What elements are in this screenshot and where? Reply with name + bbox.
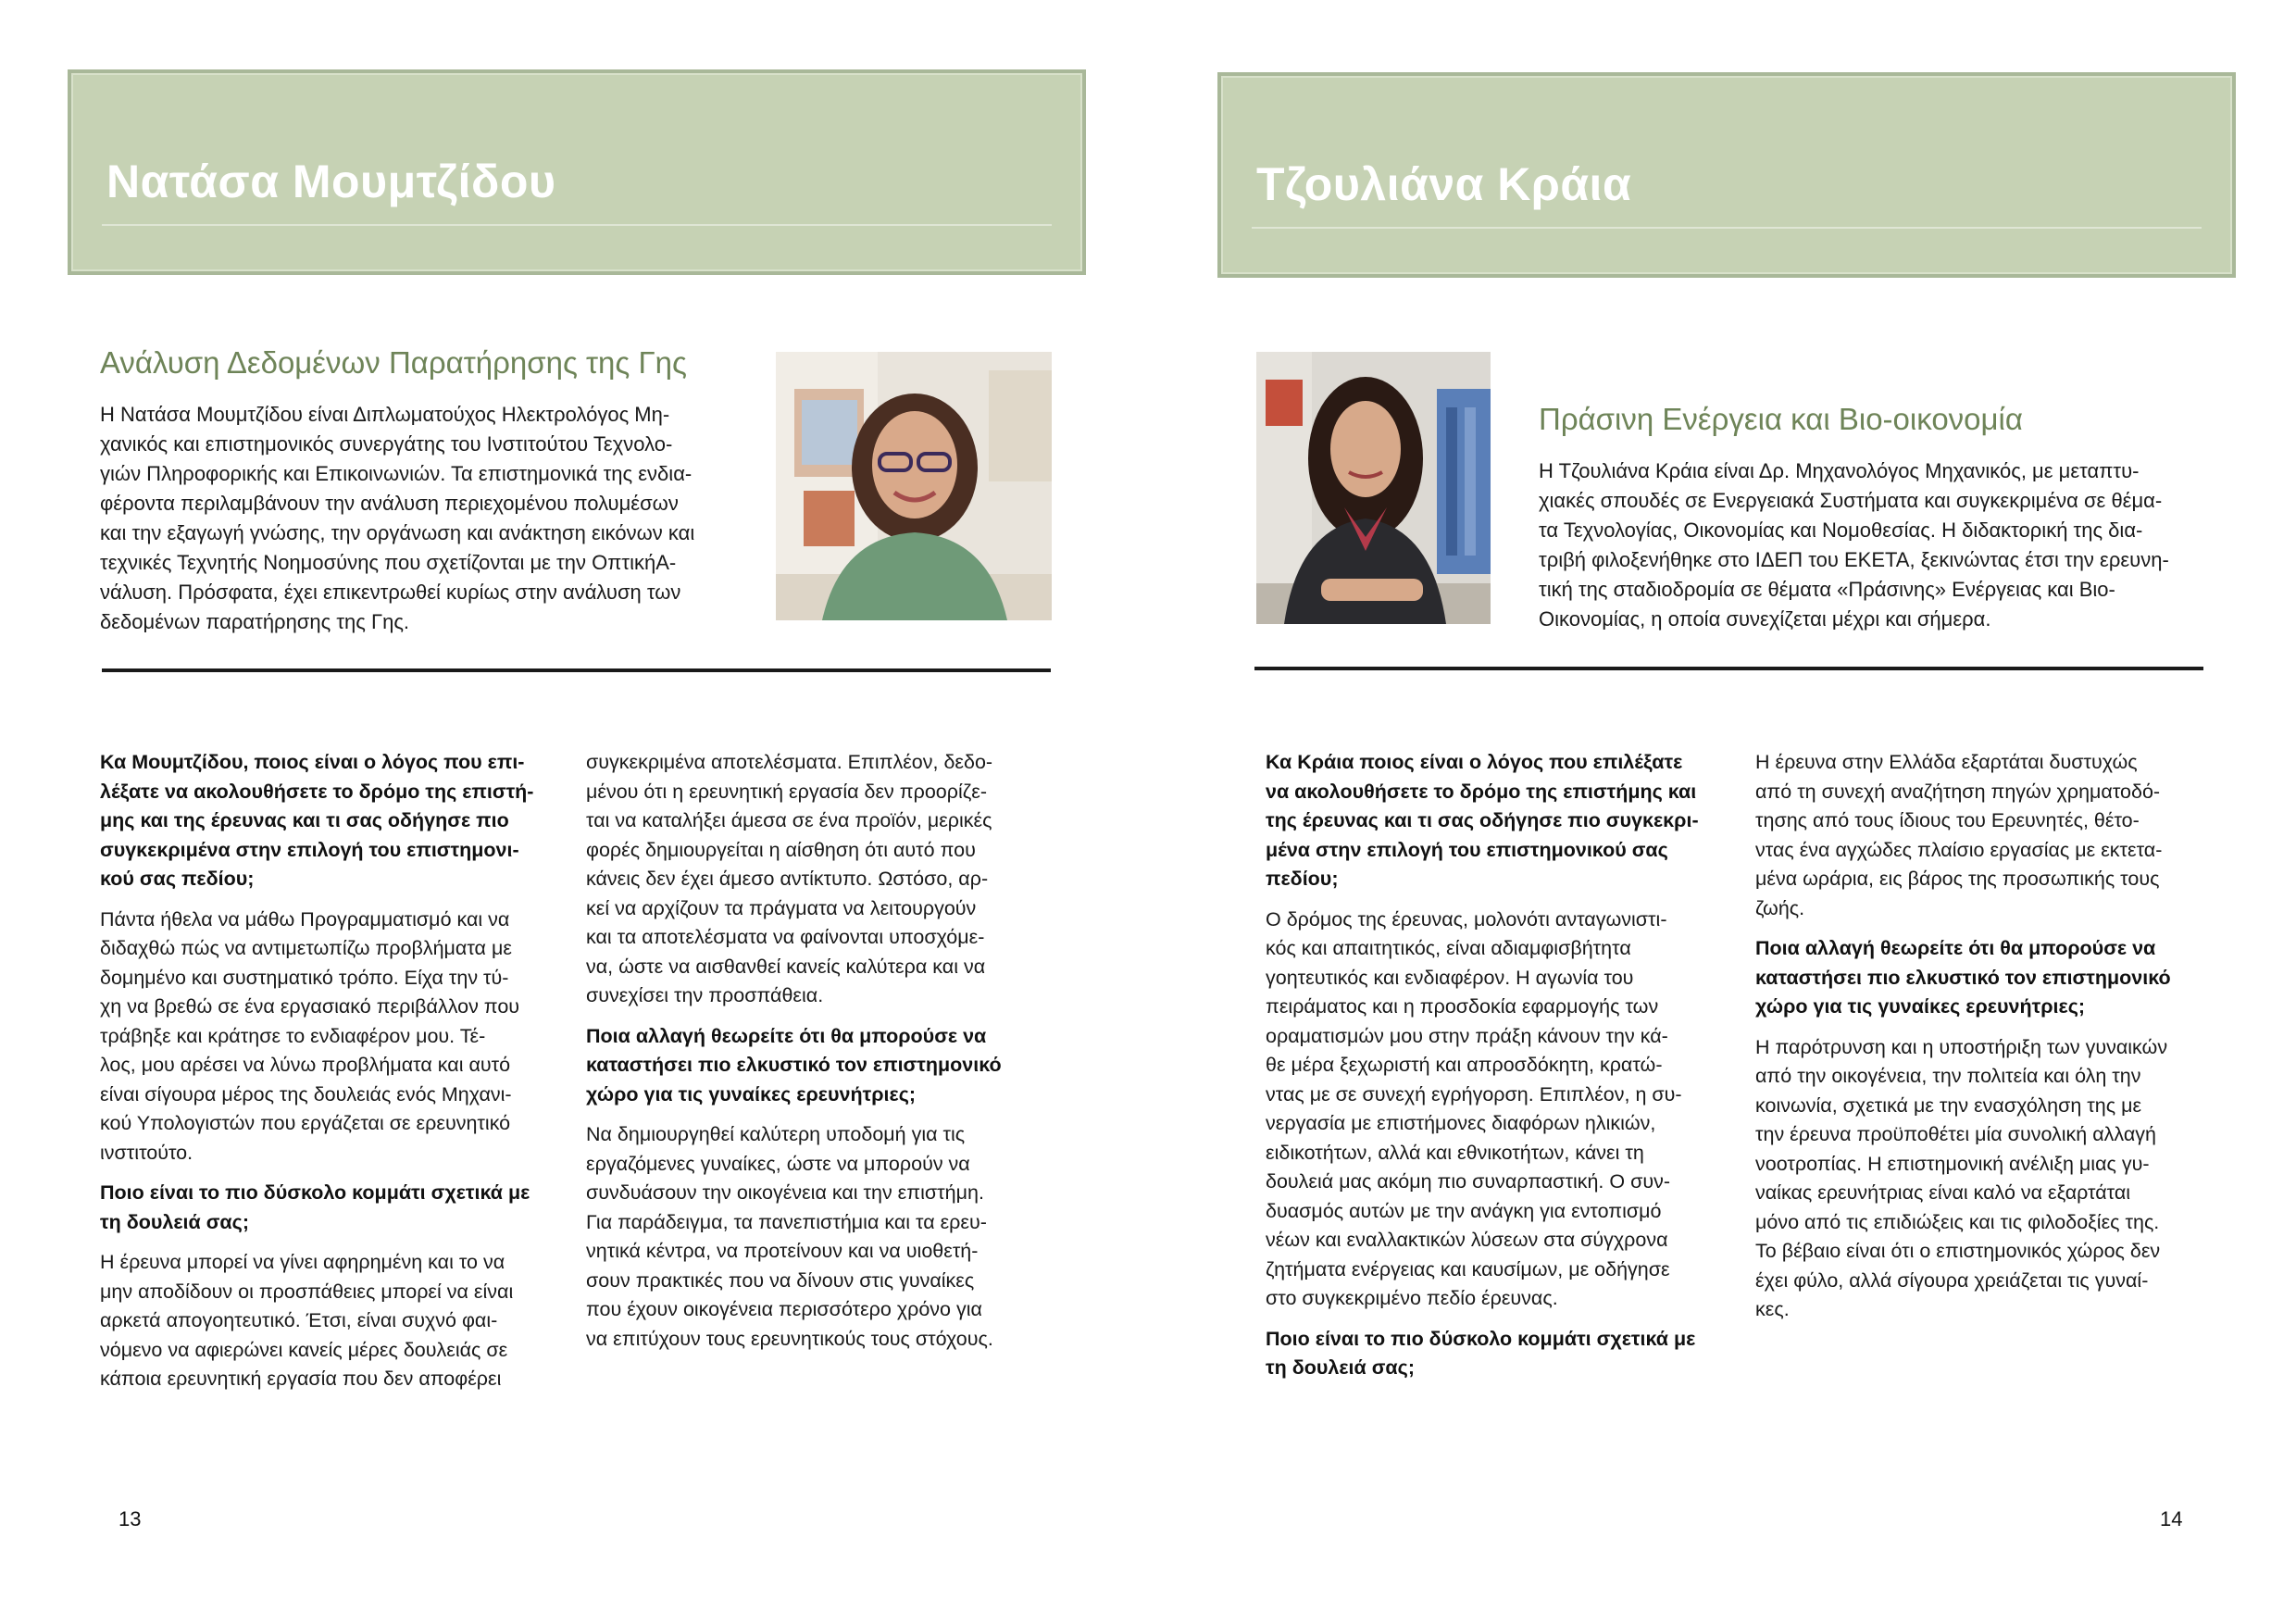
text-line: συγκεκριμένα στην επιλογή του επιστημονι- [100, 838, 519, 861]
interview-question [1266, 748, 1742, 894]
text-line: τη δουλειά σας; [1266, 1356, 1415, 1379]
text-line: Η έρευνα στην Ελλάδα εξαρτάται δυστυχώς [1755, 751, 2138, 773]
portrait-image [776, 352, 1052, 620]
intro-paragraph [1539, 456, 2242, 634]
text-line: καταστήσει πιο ελκυστικό τον επιστημονικό [1755, 966, 2171, 989]
text-line: συγκεκριμένα αποτελέσματα. Επιπλέον, δεδο- [586, 751, 993, 773]
text-line: φορές δημιουργείται η αίσθηση ότι αυτό που [586, 838, 976, 861]
intro-line: χανικός και επιστημονικός συνεργάτης του Ινστιτούτου Τεχνολο- [100, 432, 673, 456]
text-line: και τα αποτελέσματα να φαίνονται υποσχόμε- [586, 926, 985, 948]
interview-column-1 [100, 748, 563, 1405]
text-line: κός και απαιτητικός, είναι αδιαμφισβήτητα [1266, 937, 1631, 959]
intro-text [100, 400, 767, 637]
interview-question [586, 1022, 1058, 1110]
text-line: κοινωνία, σχετικά με την ενασχόληση της με [1755, 1093, 2142, 1117]
portrait-photo [776, 352, 1052, 620]
text-line: ται να καταλήξει άμεσα σε ένα προϊόν, μερικές [586, 809, 992, 831]
text-line: νητικά κέντρα, να προτείνουν και να υιοθετή- [586, 1240, 979, 1262]
text-line: κεί να αρχίζουν τα πράγματα να λειτουργούν [586, 896, 977, 919]
section-divider [102, 668, 1051, 672]
interview-answer [586, 748, 1058, 1011]
intro-line: δεδομένων παρατήρησης της Γης. [100, 610, 410, 633]
text-line: της έρευνας και τι σας οδήγησε πιο συγκεκρι- [1266, 809, 1699, 831]
section-title: Πράσινη Ενέργεια και Βιο-οικονομία [1539, 402, 2023, 436]
section-title: Ανάλυση Δεδομένων Παρατήρησης της Γης [100, 345, 687, 380]
text-line: ναίκας ερευνήτριας είναι καλό να εξαρτάται [1755, 1181, 2131, 1204]
interview-answer [1266, 906, 1742, 1314]
interview-answer [1755, 1033, 2232, 1325]
intro-line: φέροντα περιλαμβάνουν την ανάλυση περιεχομένου πολυμέσων [100, 492, 679, 515]
portrait-image [1256, 352, 1491, 624]
text-line: νέων και εναλλακτικών λύσεων στα σύγχρονα [1266, 1229, 1668, 1251]
text-line: ντας ένα αγχώδες πλαίσιο εργασίας με εκτετα- [1755, 838, 2163, 861]
text-line: κού σας πεδίου; [100, 868, 255, 890]
banner-rule [1252, 227, 2202, 229]
text-line: συνεχίσει την προσπάθεια. [586, 984, 824, 1006]
section-divider [1254, 667, 2203, 670]
text-line: νοοτροπίας. Η επιστημονική ανέλιξη μιας γυ- [1755, 1152, 2150, 1175]
text-line: τη δουλειά σας; [100, 1210, 249, 1233]
interview-answer [100, 906, 563, 1168]
name-banner [1217, 72, 2236, 278]
text-line: χώρο για τις γυναίκες ερευνήτριες; [586, 1082, 917, 1106]
person-name: Τζουλιάνα Κράια [1256, 158, 1632, 210]
text-line: να, ώστε να αισθανθεί κανείς καλύτερα και να [586, 955, 986, 978]
text-line: κες. [1755, 1298, 1790, 1320]
text-line: Ποιο είναι το πιο δύσκολο κομμάτι σχετικά με [1266, 1327, 1696, 1350]
text-line: τησης από τους ίδιους του Ερευνητές, θέτο- [1755, 809, 2140, 831]
text-line: δομημένο και συστηματικό τρόπο. Είχα την τύ- [100, 966, 509, 989]
text-line: γοητευτικός και ενδιαφέρον. Η αγωνία του [1266, 966, 1634, 989]
text-line: Ποια αλλαγή θεωρείτε ότι θα μπορούσε να [1755, 937, 2156, 959]
intro-line: Η Νατάσα Μουμτζίδου είναι Διπλωματούχος Ηλεκτρολόγος Μη- [100, 403, 670, 426]
text-line: μένα στην επιλογή του επιστημονικού σας [1266, 838, 1668, 861]
text-line: είναι σίγουρα μέρος της δουλειάς ενός Μηχανι- [100, 1082, 512, 1106]
text-line: λος, μου αρέσει να λύνω προβλήματα και αυτό [100, 1054, 511, 1076]
intro-text [1539, 456, 2242, 634]
text-line: νεργασία με επιστήμονες διαφόρων ηλικιών, [1266, 1112, 1656, 1134]
text-line: μένα ωράρια, εις βάρος της προσωπικής τους [1755, 868, 2160, 890]
text-line: μης και της έρευνας και τι σας οδήγησε πιο [100, 809, 509, 831]
text-line: Για παράδειγμα, τα πανεπιστήμια και τα ερευ- [586, 1210, 987, 1233]
text-line: μένου ότι η ερευνητική εργασία δεν προορίζε- [586, 780, 987, 803]
text-line: Πάντα ήθελα να μάθω Προγραμματισμό και να [100, 907, 510, 931]
text-line: έχει φύλο, αλλά σίγουρα χρειάζεται τις γυναί- [1755, 1268, 2149, 1292]
text-line: ντας με σε συνεχή εγρήγορση. Επιπλέον, η συ- [1266, 1082, 1682, 1106]
text-line: Ο δρόμος της έρευνας, μολονότι ανταγωνιστι- [1266, 907, 1667, 931]
interview-answer [100, 1248, 563, 1394]
page-right [1148, 0, 2296, 1624]
text-line: τράβηξε και κράτησε το ενδιαφέρον μου. Τέ- [100, 1024, 486, 1047]
intro-line: Οικονομίας, η οποία συνεχίζεται μέχρι και σήμερα. [1539, 607, 1991, 631]
text-line: καταστήσει πιο ελκυστικό τον επιστημονικό [586, 1054, 1002, 1076]
text-line: Η έρευνα μπορεί να γίνει αφηρημένη και το να [100, 1251, 505, 1273]
text-line: χη να βρεθώ σε ένα εργασιακό περιβάλλον που [100, 995, 520, 1018]
text-line: Κα Μουμτζίδου, ποιος είναι ο λόγος που επι- [100, 751, 525, 773]
intro-line: γιών Πληροφορικής και Επικοινωνιών. Τα επιστημονικά της ενδια- [100, 462, 693, 485]
text-line: μην αποδίδουν οι προσπάθειες μπορεί να είναι [100, 1280, 514, 1303]
text-line: σουν πρακτικές που να δίνουν στις γυναίκες [586, 1268, 975, 1292]
text-line: Ποιο είναι το πιο δύσκολο κομμάτι σχετικά με [100, 1181, 530, 1204]
text-line: Το βέβαιο είναι ότι ο επιστημονικός χώρος δεν [1755, 1240, 2161, 1262]
intro-line: τική της σταδιοδρομία σε θέματα «Πράσινης» Ενέργειας και Βιο- [1539, 578, 2115, 601]
text-line: ινστιτούτο. [100, 1141, 193, 1164]
page-number: 13 [119, 1507, 142, 1530]
text-line: θε μέρα ξεχωριστή και απροσδόκητη, κρατώ- [1266, 1054, 1663, 1076]
text-line: από τη συνεχή αναζήτηση πηγών χρηματοδό- [1755, 780, 2161, 803]
person-name: Νατάσα Μουμτζίδου [106, 156, 556, 207]
text-line: χώρο για τις γυναίκες ερευνήτριες; [1755, 995, 2086, 1018]
name-banner [68, 69, 1086, 275]
intro-line: τριβή φιλοξενήθηκε στο ΙΔΕΠ του ΕΚΕΤΑ, ξεκινώντας έτσι την ερευνη- [1539, 548, 2169, 571]
intro-line: τεχνικές Τεχνητής Νοημοσύνης που σχετίζονται με την ΟπτικήΑ- [100, 551, 677, 574]
text-line: ζητήματα ενέργειας και καυσίμων, με οδήγησε [1266, 1257, 1670, 1280]
intro-line: και την εξαγωγή γνώσης, την οργάνωση και ανάκτηση εικόνων και [100, 521, 695, 544]
text-line: δυασμός αυτών με την ανάγκη για εντοπισμό [1266, 1199, 1662, 1222]
text-line: να επιτύχουν τους ερευνητικούς τους στόχους. [586, 1327, 993, 1350]
text-line: την έρευνα προϋποθέτει μία συνολική αλλαγή [1755, 1123, 2156, 1145]
text-line: Ποια αλλαγή θεωρείτε ότι θα μπορούσε να [586, 1024, 987, 1047]
text-line: να ακολουθήσετε το δρόμο της επιστήμης και [1266, 780, 1697, 803]
text-line: συνδυάσουν την οικογένεια και την επιστήμη. [586, 1181, 984, 1204]
text-line: μόνο από τις επιδιώξεις και τις φιλοδοξίες της. [1755, 1210, 2160, 1233]
text-line: κού Υπολογιστών που εργάζεται σε ερευνητικό [100, 1112, 511, 1134]
page-number: 14 [2160, 1507, 2183, 1530]
text-line: πειράματος και η προσδοκία εφαρμογής των [1266, 995, 1659, 1018]
interview-question [1266, 1325, 1742, 1383]
text-line: από την οικογένεια, την πολιτεία και όλη την [1755, 1065, 2141, 1087]
portrait-photo [1256, 352, 1491, 624]
text-line: που έχουν οικογένεια περισσότερο χρόνο για [586, 1298, 982, 1320]
interview-question [100, 748, 563, 894]
interview-answer [586, 1120, 1058, 1354]
text-line: δουλειά μας ακόμη πιο συναρπαστική. Ο συν- [1266, 1170, 1671, 1193]
intro-line: χιακές σπουδές σε Ενεργειακά Συστήματα και συγκεκριμένα σε θέμα- [1539, 489, 2163, 512]
interview-question [100, 1179, 563, 1237]
text-line: κάποια ερευνητική εργασία που δεν αποφέρει [100, 1368, 502, 1390]
text-line: κάνεις δεν έχει άμεσο αντίκτυπο. Ωστόσο, αρ- [586, 868, 989, 890]
interview-column-2 [586, 748, 1058, 1365]
interview-column-1 [1266, 748, 1742, 1394]
text-line: οραματισμών μου στην πράξη κάνουν την κά- [1266, 1024, 1668, 1047]
text-line: ειδικοτήτων, αλλά και εθνικοτήτων, κάνει τη [1266, 1141, 1644, 1164]
intro-paragraph [100, 400, 767, 637]
interview-column-2 [1755, 748, 2232, 1336]
text-line: εργαζόμενες γυναίκες, ώστε να μπορούν να [586, 1152, 970, 1175]
text-line: λέξατε να ακολουθήσετε το δρόμο της επιστή- [100, 780, 534, 803]
text-line: Κα Κράια ποιος είναι ο λόγος που επιλέξατε [1266, 751, 1683, 773]
banner-rule [102, 224, 1052, 226]
text-line: αρκετά απογοητευτικό. Έτσι, είναι συχνό φαι- [100, 1309, 498, 1331]
interview-question [1755, 934, 2232, 1022]
text-line: στο συγκεκριμένο πεδίο έρευνας. [1266, 1287, 1558, 1309]
text-line: πεδίου; [1266, 868, 1339, 890]
interview-answer [1755, 748, 2232, 923]
text-line: Η παρότρυνση και η υποστήριξη των γυναικών [1755, 1035, 2168, 1058]
text-line: διδαχθώ πώς να αντιμετωπίζω προβλήματα με [100, 937, 512, 959]
text-line: Να δημιουργηθεί καλύτερη υποδομή για τις [586, 1123, 966, 1145]
intro-line: νάλυση. Πρόσφατα, έχει επικεντρωθεί κυρίως στην ανάλυση των [100, 581, 681, 604]
intro-line: τα Τεχνολογίας, Οικονομίας και Νομοθεσίας. Η διδακτορική της δια- [1539, 518, 2143, 542]
text-line: νόμενο να αφιερώνει κανείς μέρες δουλειάς σε [100, 1338, 508, 1361]
intro-line: Η Τζουλιάνα Κράια είναι Δρ. Μηχανολόγος Μηχανικός, με μεταπτυ- [1539, 459, 2140, 482]
text-line: ζωής. [1755, 896, 1805, 919]
